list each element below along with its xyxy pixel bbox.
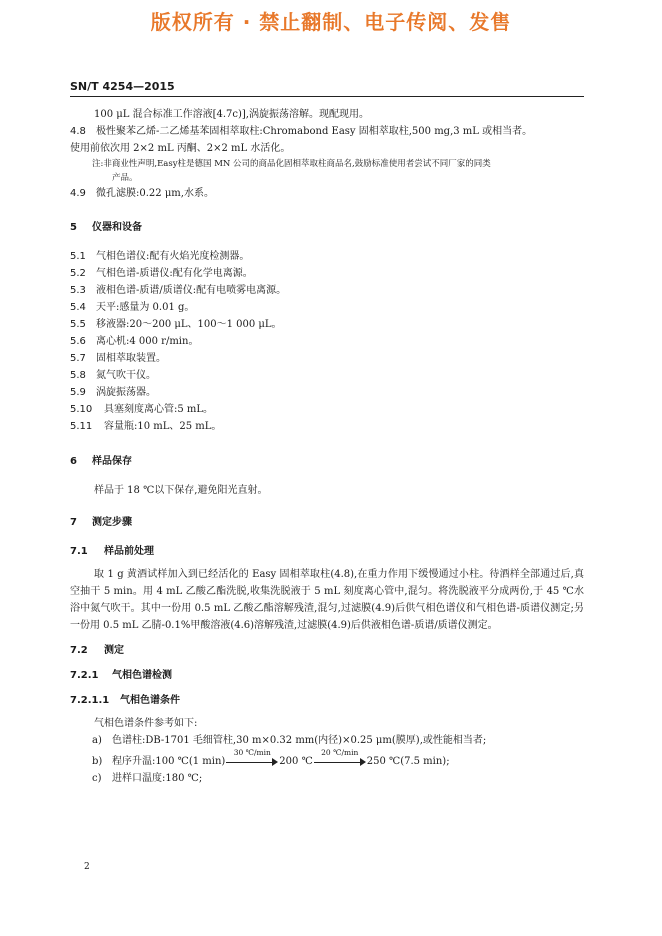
page-body [70, 106, 584, 787]
section-number: 7.2 [70, 645, 88, 656]
section-title: 测定步骤 [92, 517, 132, 528]
clause-number: 4.8 [70, 126, 86, 137]
note [70, 157, 584, 171]
list-text: 程序升温:100 ℃(1 min) [112, 756, 226, 767]
section-title: 样品前处理 [104, 546, 154, 557]
clause-text: 移液器:20～200 μL、100～1 000 μL。 [96, 319, 282, 330]
list-text: 进样口温度:180 ℃; [112, 773, 203, 784]
clause-number: 5.1 [70, 251, 86, 262]
note-line-2: 产品。 [112, 173, 138, 183]
clause-text: 氮气吹干仪。 [96, 370, 156, 381]
page-number: 2 [84, 862, 90, 872]
note-line-1: 注:非商业性声明,Easy柱是德国 MN 公司的商品化固相萃取柱商品名,鼓励标准使用者尝试不同厂家的同类 [92, 159, 491, 169]
equipment-item [70, 265, 584, 282]
clause-number: 5.3 [70, 285, 86, 296]
clause-number: 5.2 [70, 268, 86, 279]
section-number: 7.2.1 [70, 670, 99, 681]
section-6-heading [70, 453, 584, 470]
clause-number: 5.11 [70, 421, 93, 432]
arrow-icon [314, 747, 366, 767]
equipment-item [70, 282, 584, 299]
section-7-2-1-heading [70, 667, 584, 684]
clause-text: 涡旋振荡器。 [96, 387, 156, 398]
section-6-text: 样品于 18 ℃以下保存,避免阳光直射。 [94, 485, 268, 496]
clause-text: 微孔滤膜:0.22 μm,水系。 [96, 188, 214, 199]
clause-number: 5.9 [70, 387, 86, 398]
section-number: 7.1 [70, 546, 88, 557]
section-7-heading [70, 514, 584, 531]
equipment-item [70, 418, 584, 435]
clause-text: 气相色谱-质谱仪:配有化学电离源。 [96, 268, 253, 279]
section-title: 仪器和设备 [92, 222, 142, 233]
equipment-item [70, 333, 584, 350]
equipment-item [70, 299, 584, 316]
ramp-rate-label: 30 ℃/min [233, 747, 271, 757]
clause-text: 极性聚苯乙烯-二乙烯基苯固相萃取柱:Chromabond Easy 固相萃取柱,500 mg,3 mL 或相当者。 [96, 126, 533, 137]
clause-text: 离心机:4 000 r/min。 [96, 336, 199, 347]
clause-number: 5.6 [70, 336, 86, 347]
clause-4-9 [70, 185, 584, 202]
section-5-heading [70, 219, 584, 236]
standard-number: SN/T 4254—2015 [70, 80, 175, 93]
clause-number: 5.7 [70, 353, 86, 364]
list-text: 250 ℃(7.5 min); [366, 756, 450, 767]
clause-text: 具塞刻度离心管:5 mL。 [104, 404, 214, 415]
list-marker: c) [92, 773, 102, 784]
equipment-item [70, 367, 584, 384]
list-marker: b) [92, 756, 103, 767]
gc-item-c [70, 770, 584, 787]
equipment-item [70, 384, 584, 401]
gc-item-a [70, 732, 584, 749]
paragraph-continuation: 100 μL 混合标准工作溶液[4.7c)],涡旋振荡溶解。现配现用。 [94, 109, 369, 120]
clause-number: 5.8 [70, 370, 86, 381]
gc-item-b [70, 747, 584, 770]
gc-intro: 气相色谱条件参考如下: [94, 718, 198, 729]
ramp-rate-label: 20 ℃/min [321, 747, 359, 757]
section-title: 气相色谱检测 [112, 670, 172, 681]
section-number: 7.2.1.1 [70, 695, 110, 706]
clause-4-8 [70, 123, 584, 140]
equipment-list [70, 248, 584, 435]
header-rule [70, 96, 584, 97]
clause-text: 气相色谱仪:配有火焰光度检测器。 [96, 251, 250, 262]
list-text: 色谱柱:DB-1701 毛细管柱,30 m×0.32 mm(内径)×0.25 μm(膜厚),或性能相当者; [112, 735, 487, 746]
equipment-item [70, 350, 584, 367]
arrow-icon [226, 747, 278, 767]
clause-text: 容量瓶:10 mL、25 mL。 [104, 421, 222, 432]
clause-number: 5.4 [70, 302, 86, 313]
section-number: 7 [70, 517, 77, 528]
copyright-banner: 版权所有 · 禁止翻制、电子传阅、发售 [150, 10, 512, 34]
section-7-1-heading [70, 543, 584, 560]
section-7-2-heading [70, 642, 584, 659]
clause-text: 天平:感量为 0.01 g。 [96, 302, 195, 313]
section-number: 6 [70, 456, 77, 467]
equipment-item [70, 316, 584, 333]
list-marker: a) [92, 735, 102, 746]
clause-number: 5.10 [70, 404, 93, 415]
section-7-1-text: 取 1 g 黄酒试样加入到已经活化的 Easy 固相萃取柱(4.8),在重力作用下缓慢通过小柱。待酒样全部通过后,真空抽干 5 min。用 4 mL 乙酸乙酯洗脱,收集洗脱液于 5 mL 刻度离心管中,混匀。将洗脱液平分成两份,于 45 ℃水浴中氮气吹干。其中一份用 0.5 mL 乙酸乙酯溶解残渣,混匀,过滤膜(4.9)后供气相色谱仪和气相色谱-质谱仪测定;另一份用 0.5 mL 乙腈-0.1%甲酸溶液(4.6)溶解残渣,过滤膜(4.9)后供液相色谱-质谱/质谱仪测定。 [70, 569, 584, 631]
section-title: 测定 [104, 645, 124, 656]
equipment-item [70, 401, 584, 418]
section-title: 样品保存 [92, 456, 132, 467]
clause-4-8-continued: 使用前依次用 2×2 mL 丙酮、2×2 mL 水活化。 [70, 143, 291, 154]
equipment-item [70, 248, 584, 265]
list-text: 200 ℃ [279, 756, 313, 767]
section-number: 5 [70, 222, 77, 233]
clause-text: 固相萃取装置。 [96, 353, 166, 364]
clause-number: 4.9 [70, 188, 86, 199]
section-title: 气相色谱条件 [120, 695, 180, 706]
clause-number: 5.5 [70, 319, 86, 330]
section-7-2-1-1-heading [70, 692, 584, 709]
clause-text: 液相色谱-质谱/质谱仪:配有电喷雾电离源。 [96, 285, 287, 296]
